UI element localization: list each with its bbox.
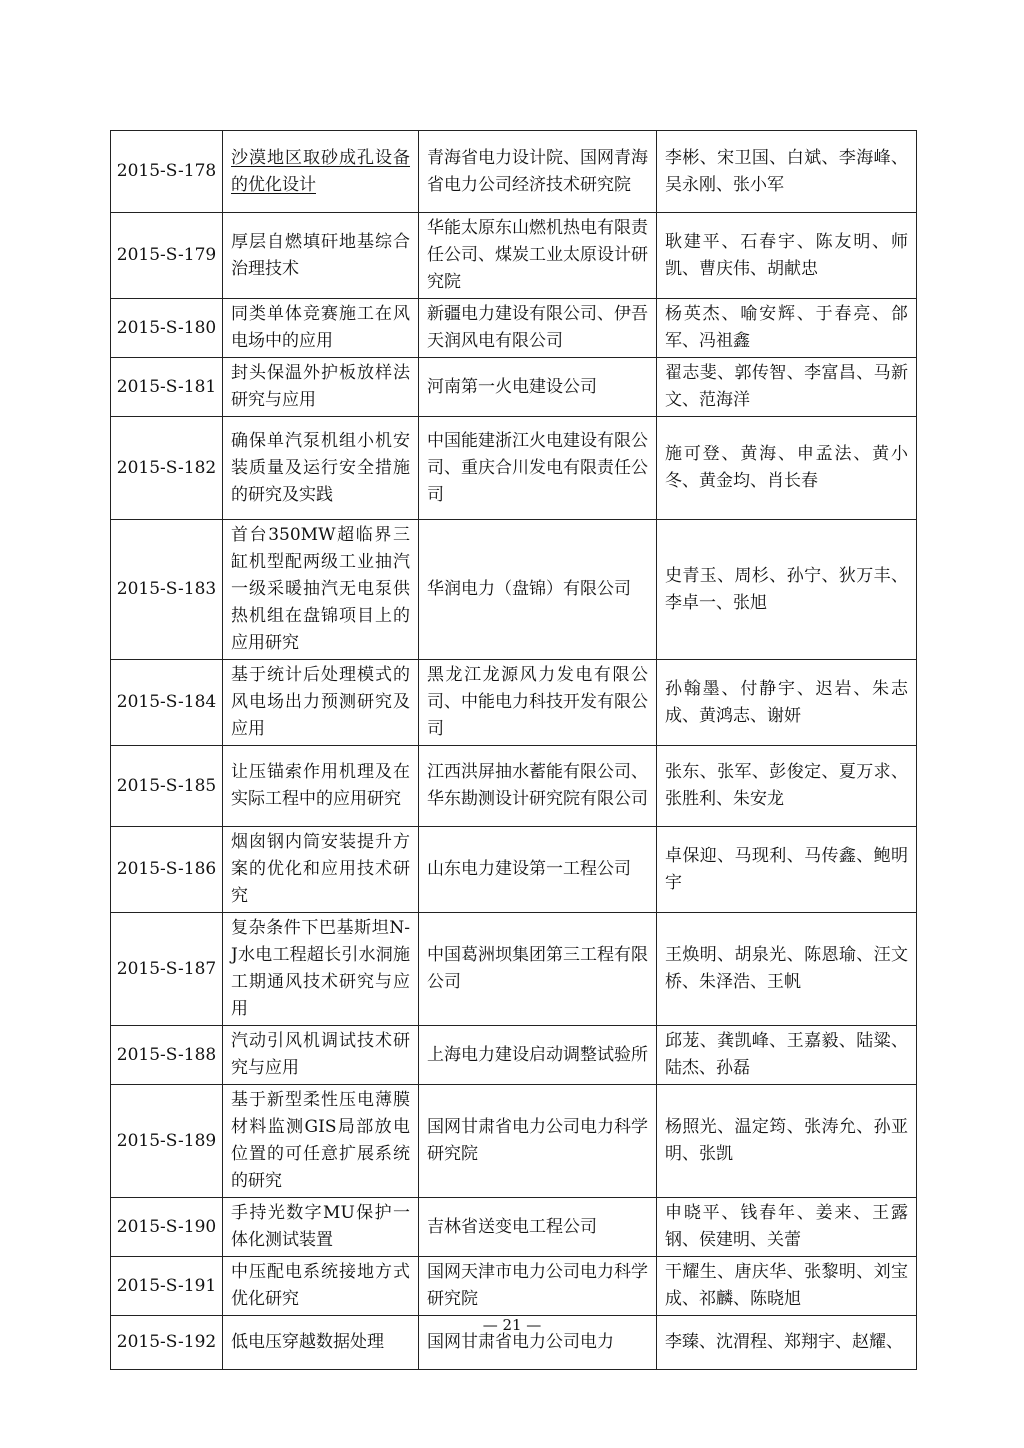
project-title-cell: 封头保温外护板放样法研究与应用: [223, 358, 419, 417]
organization-cell: 国网天津市电力公司电力科学研究院: [419, 1257, 657, 1316]
authors-cell: 王焕明、胡泉光、陈恩瑜、汪文桥、朱泽浩、王帆: [657, 913, 917, 1026]
table-row: [111, 358, 917, 417]
project-title-cell: 基于统计后处理模式的风电场出力预测研究及应用: [223, 660, 419, 746]
project-id-cell: 2015-S-185: [111, 746, 223, 827]
table-row: [111, 213, 917, 299]
organization-cell: 新疆电力建设有限公司、伊吾天润风电有限公司: [419, 299, 657, 358]
project-title-cell: 让压锚索作用机理及在实际工程中的应用研究: [223, 746, 419, 827]
organization-cell: 中国葛洲坝集团第三工程有限公司: [419, 913, 657, 1026]
table-row: [111, 1026, 917, 1085]
authors-cell: 干耀生、唐庆华、张黎明、刘宝成、祁麟、陈晓旭: [657, 1257, 917, 1316]
authors-cell: 李臻、沈渭程、郑翔宇、赵耀、: [657, 1316, 917, 1370]
project-title-link[interactable]: 沙漠地区取砂成孔设备的优化设计: [231, 147, 410, 195]
table-row: [111, 1198, 917, 1257]
authors-cell: 耿建平、石春宇、陈友明、师凯、曹庆伟、胡献忠: [657, 213, 917, 299]
table-row: [111, 1085, 917, 1198]
project-id-cell: 2015-S-181: [111, 358, 223, 417]
table-row: [111, 913, 917, 1026]
project-id-cell: 2015-S-180: [111, 299, 223, 358]
project-title-cell: 首台350MW超临界三缸机型配两级工业抽汽一级采暖抽汽无电泵供热机组在盘锦项目上的应用研究: [223, 520, 419, 660]
project-id-cell: 2015-S-184: [111, 660, 223, 746]
authors-cell: 张东、张军、彭俊定、夏万求、张胜利、朱安龙: [657, 746, 917, 827]
project-id-cell: 2015-S-189: [111, 1085, 223, 1198]
organization-cell: 江西洪屏抽水蓄能有限公司、华东勘测设计研究院有限公司: [419, 746, 657, 827]
project-id-cell: 2015-S-182: [111, 417, 223, 520]
project-id-cell: 2015-S-179: [111, 213, 223, 299]
organization-cell: 中国能建浙江火电建设有限公司、重庆合川发电有限责任公司: [419, 417, 657, 520]
authors-cell: 杨英杰、喻安辉、于春亮、郃军、冯祖鑫: [657, 299, 917, 358]
project-title-cell: 手持光数字MU保护一体化测试装置: [223, 1198, 419, 1257]
project-title-cell: 厚层自燃填矸地基综合治理技术: [223, 213, 419, 299]
project-title-cell: 基于新型柔性压电薄膜材料监测GIS局部放电位置的可任意扩展系统的研究: [223, 1085, 419, 1198]
table-row: [111, 1257, 917, 1316]
organization-cell: 青海省电力设计院、国网青海省电力公司经济技术研究院: [419, 131, 657, 213]
authors-cell: 史青玉、周杉、孙宁、狄万丰、李卓一、张旭: [657, 520, 917, 660]
project-id-cell: 2015-S-183: [111, 520, 223, 660]
organization-cell: 华能太原东山燃机热电有限责任公司、煤炭工业太原设计研究院: [419, 213, 657, 299]
project-title-cell: 低电压穿越数据处理: [223, 1316, 419, 1370]
project-title-cell: 烟囱钢内筒安装提升方案的优化和应用技术研究: [223, 827, 419, 913]
table-row: [111, 660, 917, 746]
project-id-cell: 2015-S-188: [111, 1026, 223, 1085]
authors-cell: 施可登、黄海、申孟法、黄小冬、黄金均、肖长春: [657, 417, 917, 520]
project-id-cell: 2015-S-192: [111, 1316, 223, 1370]
organization-cell: 国网甘肃省电力公司电力科学研究院: [419, 1085, 657, 1198]
project-title-cell: 同类单体竞赛施工在风电场中的应用: [223, 299, 419, 358]
authors-cell: 翟志斐、郭传智、李富昌、马新文、范海洋: [657, 358, 917, 417]
authors-cell: 杨照光、温定筠、张涛允、孙亚明、张凯: [657, 1085, 917, 1198]
organization-cell: 河南第一火电建设公司: [419, 358, 657, 417]
project-id-cell: 2015-S-186: [111, 827, 223, 913]
table-row: [111, 299, 917, 358]
table-body: [111, 131, 917, 1370]
project-title-cell: 复杂条件下巴基斯坦N-J水电工程超长引水洞施工期通风技术研究与应用: [223, 913, 419, 1026]
organization-cell: 国网甘肃省电力公司电力: [419, 1316, 657, 1370]
project-title-cell: 确保单汽泵机组小机安装质量及运行安全措施的研究及实践: [223, 417, 419, 520]
awards-table: [110, 130, 917, 1370]
authors-cell: 申晓平、钱春年、姜来、王露钢、侯建明、关蕾: [657, 1198, 917, 1257]
organization-cell: 华润电力（盘锦）有限公司: [419, 520, 657, 660]
organization-cell: 上海电力建设启动调整试验所: [419, 1026, 657, 1085]
table-row: [111, 131, 917, 213]
table-row: [111, 746, 917, 827]
project-id-cell: 2015-S-178: [111, 131, 223, 213]
project-id-cell: 2015-S-191: [111, 1257, 223, 1316]
organization-cell: 山东电力建设第一工程公司: [419, 827, 657, 913]
project-id-cell: 2015-S-187: [111, 913, 223, 1026]
table-row: [111, 417, 917, 520]
page-number: — 21 —: [482, 1316, 542, 1334]
authors-cell: 邱茏、龚凯峰、王嘉毅、陆粱、陆杰、孙磊: [657, 1026, 917, 1085]
project-title-cell: 中压配电系统接地方式优化研究: [223, 1257, 419, 1316]
table-row: [111, 520, 917, 660]
authors-cell: 李彬、宋卫国、白斌、李海峰、吴永刚、张小军: [657, 131, 917, 213]
table-row: [111, 827, 917, 913]
project-id-cell: 2015-S-190: [111, 1198, 223, 1257]
authors-cell: 卓保迎、马现利、马传鑫、鲍明宇: [657, 827, 917, 913]
authors-cell: 孙翰墨、付静宇、迟岩、朱志成、黄鸿志、谢妍: [657, 660, 917, 746]
organization-cell: 吉林省送变电工程公司: [419, 1198, 657, 1257]
project-title-cell: [223, 131, 419, 213]
organization-cell: 黑龙江龙源风力发电有限公司、中能电力科技开发有限公司: [419, 660, 657, 746]
project-title-cell: 汽动引风机调试技术研究与应用: [223, 1026, 419, 1085]
